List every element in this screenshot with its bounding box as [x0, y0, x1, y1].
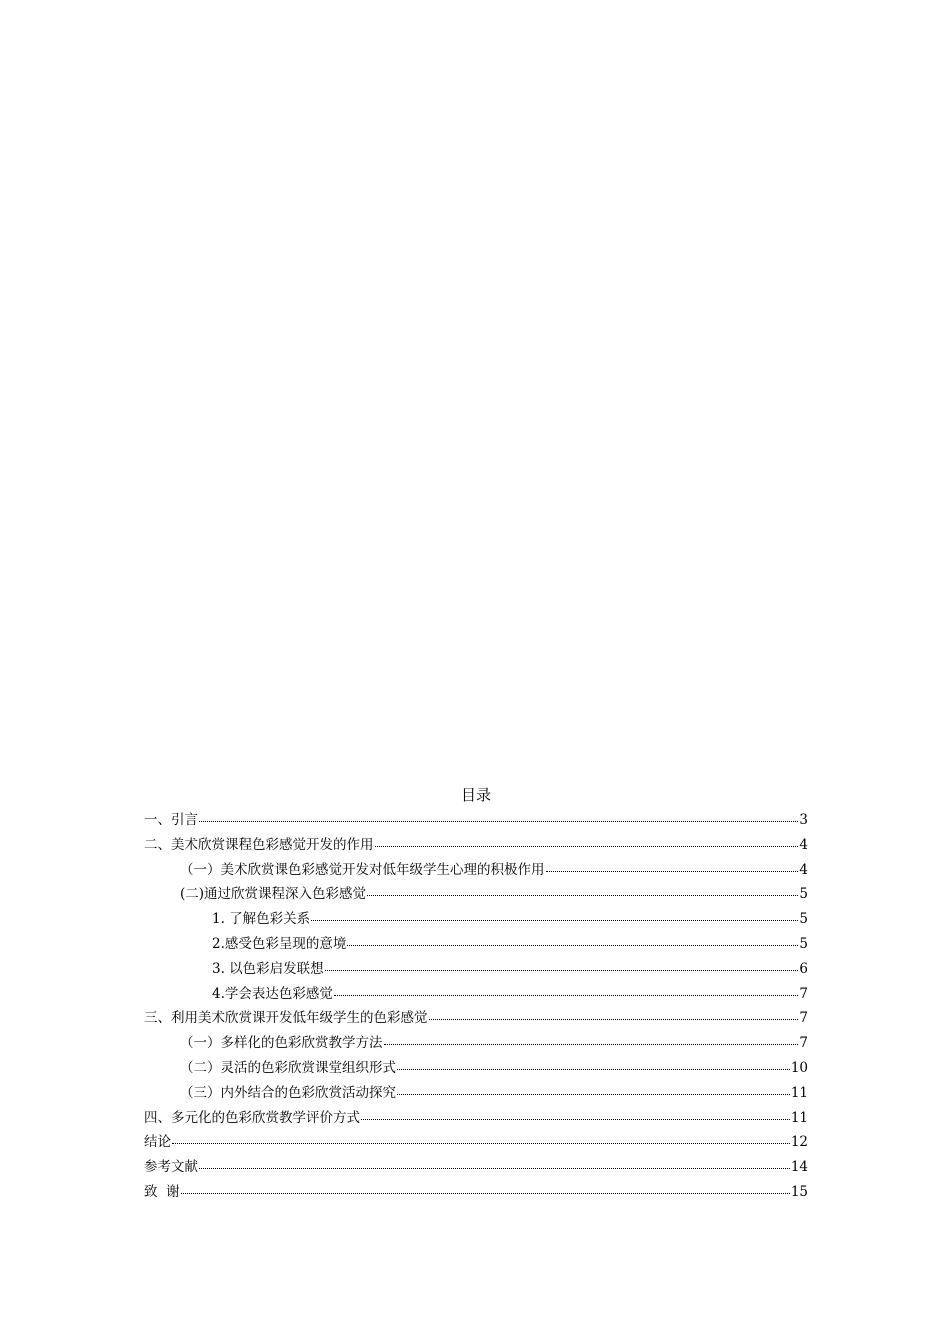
toc-entry-label: 2.感受色彩呈现的意境	[212, 935, 347, 952]
toc-entry-page: 5	[799, 886, 808, 903]
toc-entry-page: 3	[799, 812, 808, 828]
toc-entry-label: （一）美术欣赏课色彩感觉开发对低年级学生心理的积极作用	[180, 861, 545, 878]
toc-entry-page: 12	[790, 1134, 808, 1151]
toc-entry-label: （二）灵活的色彩欣赏课堂组织形式	[180, 1059, 396, 1076]
toc-entry-page: 4	[799, 861, 808, 878]
toc-dot-leader	[367, 883, 798, 896]
toc-dot-leader	[429, 1007, 799, 1020]
toc-dot-leader	[397, 1082, 790, 1095]
toc-dot-leader	[334, 983, 799, 996]
toc-dot-leader	[347, 933, 798, 946]
toc-entry-label: 三、利用美术欣赏课开发低年级学生的色彩感觉	[144, 1010, 428, 1027]
toc-entry[interactable]	[144, 1006, 808, 1031]
toc-dot-leader	[375, 834, 799, 847]
toc-entry[interactable]	[144, 882, 808, 907]
toc-entry-page: 11	[790, 1109, 808, 1126]
toc-entry-label: 二、美术欣赏课程色彩感觉开发的作用	[144, 836, 374, 853]
toc-dot-leader	[384, 1032, 799, 1045]
toc-entry-label: 四、多元化的色彩欣赏教学评价方式	[144, 1109, 360, 1126]
toc-entry-page: 4	[799, 836, 808, 853]
toc-entry-page: 7	[799, 1010, 808, 1027]
toc-entry[interactable]	[144, 1180, 808, 1205]
toc-list	[144, 808, 808, 1205]
toc-entry[interactable]	[144, 1130, 808, 1155]
toc-entry-label: 致 谢	[144, 1183, 180, 1200]
toc-entry[interactable]	[144, 858, 808, 883]
toc-dot-leader	[325, 958, 799, 971]
toc-entry[interactable]	[144, 833, 808, 858]
toc-entry-label: 参考文献	[144, 1159, 198, 1176]
toc-dot-leader	[397, 1057, 790, 1070]
toc-entry-page: 5	[799, 935, 808, 952]
toc-entry-label: （三）内外结合的色彩欣赏活动探究	[180, 1084, 396, 1101]
toc-entry-label: （一）多样化的色彩欣赏教学方法	[180, 1035, 383, 1052]
toc-entry[interactable]	[144, 907, 808, 932]
toc-title: 目录	[460, 786, 491, 804]
toc-entry-page: 15	[790, 1183, 808, 1200]
table-of-contents	[144, 783, 808, 1205]
toc-dot-leader	[361, 1107, 790, 1120]
toc-entry-page: 6	[799, 960, 808, 977]
toc-entry-label: 1. 了解色彩关系	[212, 911, 311, 928]
toc-entry-label: 4.学会表达色彩感觉	[212, 985, 333, 1002]
toc-dot-leader	[181, 1181, 790, 1194]
toc-entry[interactable]	[144, 808, 808, 833]
toc-entry-label: 3. 以色彩启发联想	[212, 960, 324, 977]
toc-entry-label: 一、引言	[144, 812, 198, 828]
toc-entry-label: (二)通过欣赏课程深入色彩感觉	[180, 886, 367, 903]
toc-entry[interactable]	[144, 1155, 808, 1180]
toc-entry[interactable]	[144, 1056, 808, 1081]
toc-entry-page: 10	[790, 1059, 808, 1076]
toc-dot-leader	[199, 809, 798, 822]
toc-entry[interactable]	[144, 1031, 808, 1056]
toc-dot-leader	[199, 1156, 790, 1169]
toc-entry-page: 7	[799, 985, 808, 1002]
toc-entry-page: 5	[799, 911, 808, 928]
toc-entry-page: 14	[790, 1159, 808, 1176]
toc-entry[interactable]	[144, 1081, 808, 1106]
toc-dot-leader	[311, 908, 798, 921]
toc-entry-label: 结论	[144, 1134, 171, 1151]
toc-entry-page: 7	[799, 1035, 808, 1052]
toc-entry[interactable]	[144, 957, 808, 982]
toc-entry[interactable]	[144, 1106, 808, 1131]
toc-dot-leader	[546, 859, 799, 872]
toc-entry[interactable]	[144, 982, 808, 1007]
toc-entry[interactable]	[144, 932, 808, 957]
toc-dot-leader	[172, 1131, 790, 1144]
toc-entry-page: 11	[790, 1084, 808, 1101]
